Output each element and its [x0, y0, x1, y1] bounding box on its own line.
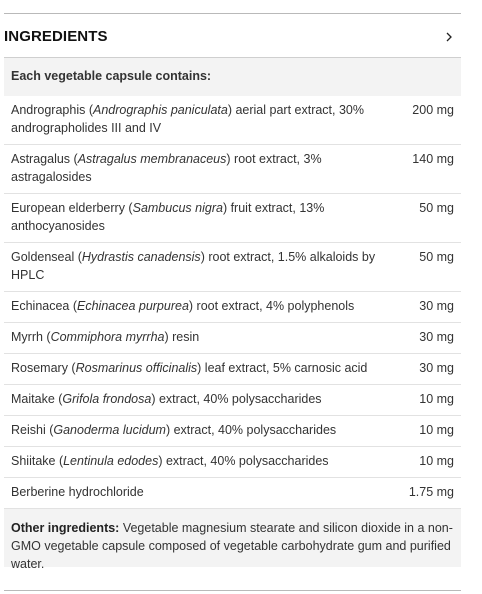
- ingredient-amount: 30 mg: [419, 299, 454, 313]
- ingredient-row: [4, 416, 461, 447]
- ingredient-row: [4, 145, 461, 194]
- ingredient-amount: 50 mg: [419, 250, 454, 264]
- ingredient-name: Shiitake (Lentinula edodes) extract, 40% polysaccharides: [11, 454, 329, 468]
- ingredient-row: [4, 354, 461, 385]
- ingredient-amount: 140 mg: [412, 152, 454, 166]
- ingredient-row: [4, 323, 461, 354]
- other-ingredients: [4, 509, 461, 571]
- ingredient-row: [4, 447, 461, 478]
- ingredient-name: European elderberry (Sambucus nigra) fruit extract, 13% anthocyanosides: [11, 201, 325, 233]
- ingredient-row: [4, 385, 461, 416]
- ingredient-amount: 200 mg: [412, 103, 454, 117]
- ingredient-amount: 30 mg: [419, 361, 454, 375]
- ingredients-accordion-header[interactable]: [4, 14, 461, 58]
- ingredient-name: Myrrh (Commiphora myrrha) resin: [11, 330, 200, 344]
- ingredient-row: [4, 243, 461, 292]
- section-title: INGREDIENTS: [4, 28, 108, 45]
- ingredient-name: Maitake (Grifola frondosa) extract, 40% polysaccharides: [11, 392, 322, 406]
- ingredients-panel: [4, 58, 461, 571]
- ingredient-row: [4, 194, 461, 243]
- ingredient-name: Berberine hydrochloride: [11, 485, 144, 499]
- other-ingredients-label: Other ingredients:: [11, 521, 120, 535]
- ingredient-amount: 30 mg: [419, 330, 454, 344]
- ingredient-name: Goldenseal (Hydrastis canadensis) root extract, 1.5% alkaloids by HPLC: [11, 250, 376, 282]
- ingredient-amount: 50 mg: [419, 201, 454, 215]
- ingredient-amount: 10 mg: [419, 454, 454, 468]
- capsule-contents-heading: Each vegetable capsule contains:: [4, 58, 461, 96]
- other-ingredients-text: Vegetable magnesium stearate and silicon dioxide in a non-GMO vegetable capsule composed of vegetable carbohydrate gum and purified water.: [11, 521, 453, 571]
- ingredient-name: Echinacea (Echinacea purpurea) root extract, 4% polyphenols: [11, 299, 355, 313]
- ingredient-name: Rosemary (Rosmarinus officinalis) leaf extract, 5% carnosic acid: [11, 361, 368, 375]
- ingredient-amount: 1.75 mg: [408, 485, 454, 499]
- ingredient-amount: 10 mg: [419, 423, 454, 437]
- ingredient-row: [4, 478, 461, 509]
- ingredient-amount: 10 mg: [419, 392, 454, 406]
- chevron-right-icon[interactable]: [441, 29, 457, 45]
- ingredient-row: [4, 292, 461, 323]
- ingredient-name: Astragalus (Astragalus membranaceus) root extract, 3% astragalosides: [11, 152, 322, 184]
- ingredient-row: [4, 96, 461, 145]
- bottom-divider: [4, 590, 461, 591]
- ingredient-name: Andrographis (Andrographis paniculata) aerial part extract, 30% andrographolides III and IV: [11, 103, 364, 135]
- ingredient-name: Reishi (Ganoderma lucidum) extract, 40% polysaccharides: [11, 423, 337, 437]
